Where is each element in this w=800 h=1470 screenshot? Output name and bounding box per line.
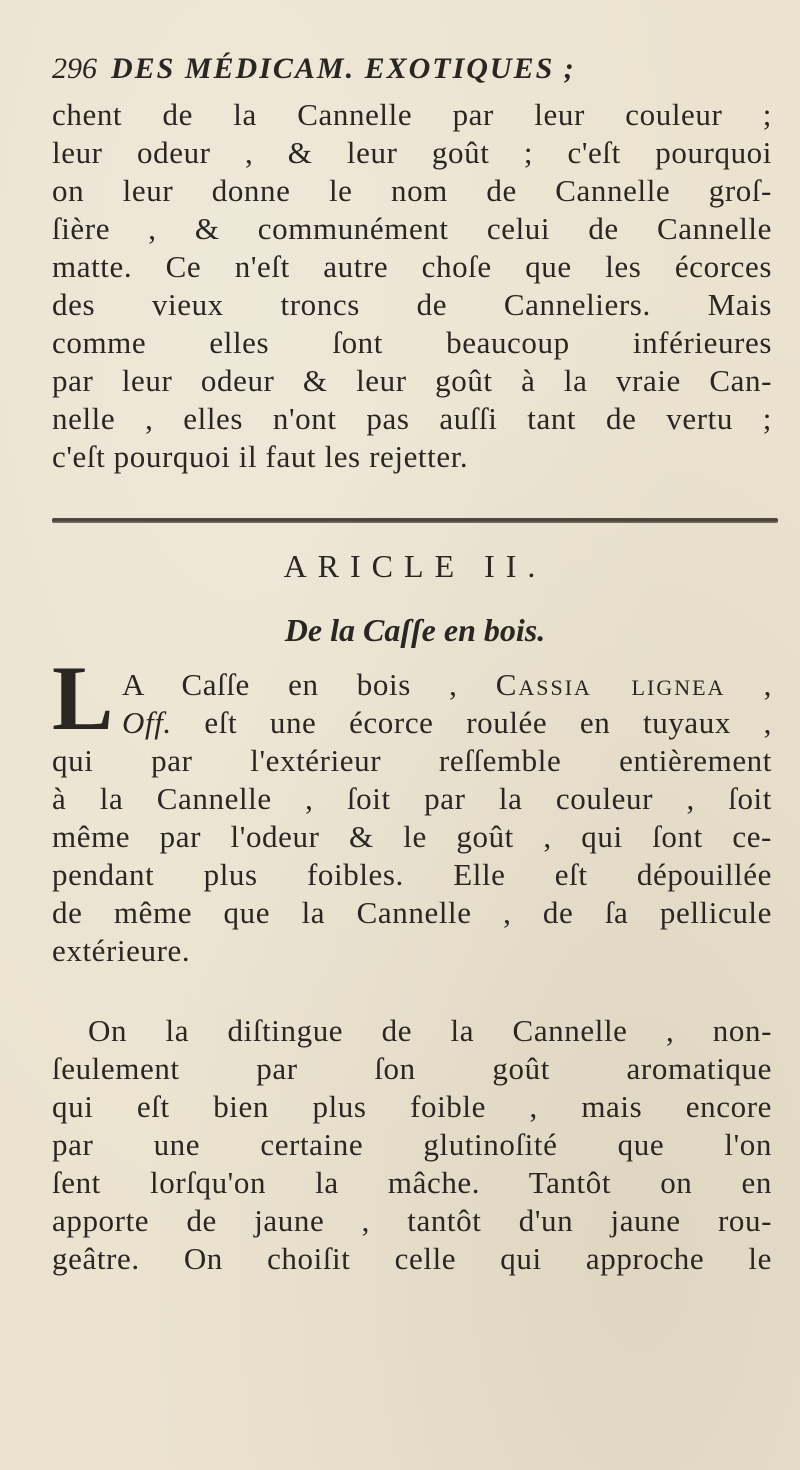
article-heading: ARICLE II. (283, 548, 547, 584)
section-rule (52, 518, 778, 523)
text-line: chent de la Cannelle par leur couleur ; (52, 97, 772, 132)
text-line: qui eſt bien plus foible , mais encore (52, 1089, 772, 1124)
running-head (52, 52, 772, 92)
text-line (122, 704, 772, 742)
text-line: ſière , & communément celui de Cannelle (52, 211, 772, 246)
text-line (122, 666, 772, 704)
text-line: geâtre. On choiſit celle qui approche le (52, 1241, 772, 1276)
top-text-block (52, 96, 772, 476)
text-line: On la diſtingue de la Cannelle , non- (88, 1013, 772, 1048)
text-line: on leur donne le nom de Cannelle groſ- (52, 173, 772, 208)
paragraph-2 (52, 1012, 772, 1278)
officinal-abbrev: Off. (122, 705, 172, 740)
text-line: par leur odeur & leur goût à la vraie Can- (52, 363, 772, 398)
text-line: matte. Ce n'eſt autre choſe que les écorces (52, 249, 772, 284)
page-number: 296 (52, 52, 97, 85)
opening-punct: , (725, 667, 772, 702)
text-line: qui par l'extérieur reſſemble entièrement (52, 743, 772, 778)
article-subtitle: De la Caſſe en bois. (284, 612, 546, 648)
paragraph-1 (52, 742, 772, 970)
text-line: ſent lorſqu'on la mâche. Tantôt on en (52, 1165, 772, 1200)
drop-cap: L (52, 647, 114, 749)
text-line: nelle , elles n'ont pas auſſi tant de vertu ; (52, 401, 772, 436)
text-line: ſeulement par ſon goût aromatique (52, 1051, 772, 1086)
text-line: par une certaine glutinoſité que l'on (52, 1127, 772, 1162)
text-line: de même que la Cannelle , de ſa pellicule (52, 895, 772, 930)
latin-name: Cassia lignea (495, 667, 726, 702)
paragraph-opening (122, 666, 772, 742)
text-line: apporte de jaune , tantôt d'un jaune rou- (52, 1203, 772, 1238)
text-line: leur odeur , & leur goût ; c'eſt pourquoi (52, 135, 772, 170)
text-line: à la Cannelle , ſoit par la couleur , ſoit (52, 781, 772, 816)
text-line: c'eſt pourquoi il faut les rejetter. (52, 439, 469, 474)
text-line: pendant plus foibles. Elle eſt dépouillée (52, 857, 772, 892)
text-line: extérieure. (52, 933, 191, 968)
text-line: comme elles ſont beaucoup inférieures (52, 325, 772, 360)
text-line: des vieux troncs de Canneliers. Mais (52, 287, 772, 322)
opening-text: A Caſſe en bois , (122, 667, 496, 702)
running-title: DES MÉDICAM. EXOTIQUES ; (111, 52, 576, 85)
text-line: même par l'odeur & le goût , qui ſont ce- (52, 819, 772, 854)
line-rest: eſt une écorce roulée en tuyaux , (171, 705, 772, 740)
